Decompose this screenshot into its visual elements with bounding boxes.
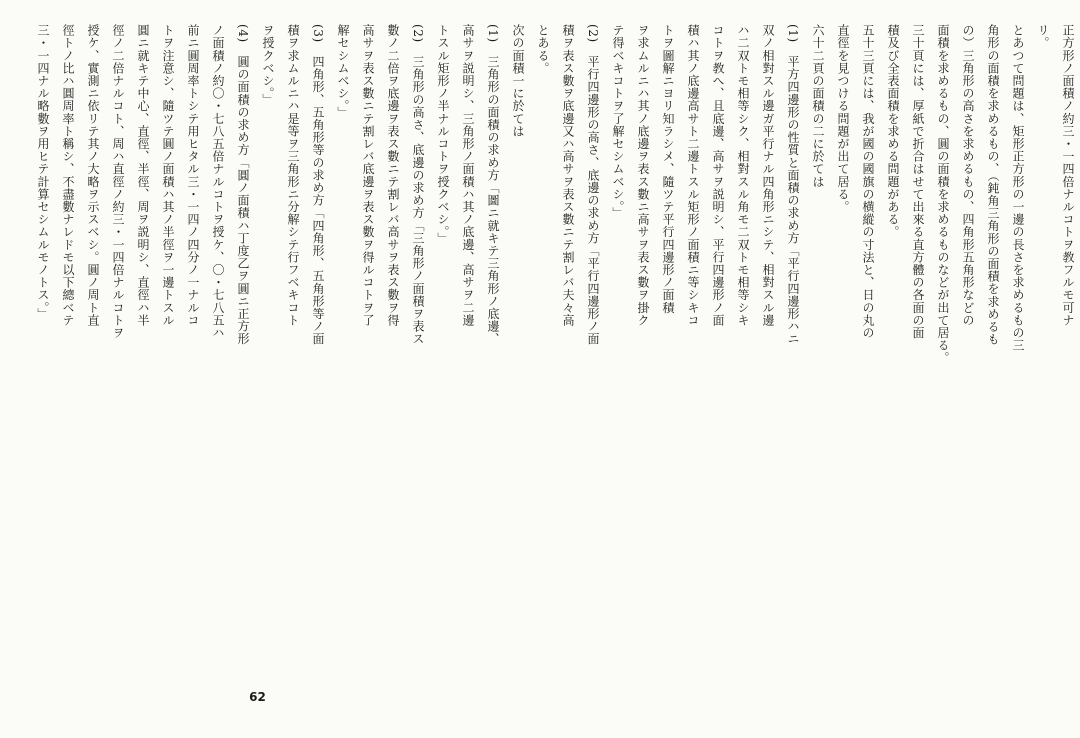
text-line: 三・一四ナル略數ヲ用ヒテ計算セシムルモノトス。」 xyxy=(36,24,50,321)
text-line: 次の面積一に於ては xyxy=(511,24,525,138)
text-line: トヲ注意シ、隨ツテ圓ノ面積ハ其ノ半徑ヲ一邊トスル xyxy=(161,24,175,327)
text-line: 數ノ二倍ヲ底邊ヲ表ス數ニテ割レバ高サヲ表ス數ヲ得 xyxy=(386,24,400,327)
text-line: 三十頁には、厚紙で折合はせて出來る直方體の各面の面 xyxy=(911,24,925,339)
text-line: とあつて問題は、矩形正方形の一邊の長さを求めるもの三 xyxy=(1011,24,1025,352)
text-line: 六十二頁の面積の二に於ては xyxy=(811,24,825,188)
text-line: トスル矩形ノ半ナルコトヲ授クベシ。」 xyxy=(436,24,450,245)
text-line: とある。 xyxy=(536,24,550,75)
text-line: (1) 平方四邊形の性質と面積の求め方「平行四邊形ハニ xyxy=(786,24,800,346)
text-line: 授ケ、實測ニ依リテ其ノ大略ヲ示スベシ。圓ノ周ト直 xyxy=(86,24,100,327)
page-body xyxy=(30,24,1075,674)
text-line: 高サヲ表ス數ニテ割レバ底邊ヲ表ス數ヲ得ルコトヲ了 xyxy=(361,24,375,327)
text-line: (2) 三角形の高さ、底邊の求め方「三角形ノ面積ヲ表ス xyxy=(411,24,425,346)
text-line: 角形の面積を求めるもの、（鈍角三角形の面積を求めるも xyxy=(986,24,1000,346)
text-line: ノ面積ノ約〇・七八五倍ナルコトヲ授ケ、〇・七八五ハ xyxy=(211,24,225,339)
text-line: 圓ニ就キテ中心、直徑、半徑、周ヲ説明シ、直徑ハ半 xyxy=(136,24,150,327)
text-line: 積ハ其ノ底邊高サト二邊トスル矩形ノ面積ニ等シキコ xyxy=(686,24,700,327)
text-line: 徑トノ比ハ圓周率ト稱シ、不盡數ナレドモ以下總ベテ xyxy=(61,24,75,327)
text-line: (4) 圓の面積の求め方「圓ノ面積ハ丁度乙ヲ圓ニ正方形 xyxy=(236,24,250,346)
text-line: 徑ノ二倍ナルコト、周ハ直徑ノ約三・一四倍ナルコトヲ xyxy=(111,24,125,339)
text-line: コトヲ教へ、且底邊、高サヲ説明シ、平行四邊形ノ面 xyxy=(711,24,725,327)
text-line: ハ二双トモ相等シク、相對スル角モ二双トモ相等シキ xyxy=(736,24,750,327)
text-line: 解セシムベシ。」 xyxy=(336,24,350,119)
text-line: の）三角形の高さを求めるもの、四角形五角形などの xyxy=(961,24,975,327)
text-line: 積及び全表面積を求める問題がある。 xyxy=(886,24,900,239)
text-line: 面積を求めるもの、圓の面積を求めるものなどが出て居る。 xyxy=(936,24,950,365)
text-line: (1) 三角形の面積の求め方「圖ニ就キテ三角形ノ底邊、 xyxy=(486,24,500,346)
text-line: 積ヲ表ス數ヲ底邊又ハ高サヲ表ス數ニテ割レバ夫々高 xyxy=(561,24,575,327)
vertical-text-block xyxy=(30,24,1080,674)
text-line: リ。 xyxy=(1036,24,1050,50)
text-line: トヲ圖解ニヨリ知ラシメ、隨ツテ平行四邊形ノ面積 xyxy=(661,24,675,314)
text-line: 双ノ相對スル邊ガ平行ナル四角形ニシテ、相對スル邊 xyxy=(761,24,775,327)
page-number: 62 xyxy=(249,690,266,704)
text-line: 高サヲ説明シ、三角形ノ面積ハ其ノ底邊、高サヲ二邊 xyxy=(461,24,475,327)
text-line: 積ヲ求ムルニハ是等ヲ三角形ニ分解シテ行フベキコト xyxy=(286,24,300,327)
text-line: (2) 平行四邊形の高さ、底邊の求め方「平行四邊形ノ面 xyxy=(586,24,600,346)
text-line: ヲ求ムルニハ其ノ底邊ヲ表ス數ニ高サヲ表ス數ヲ掛ク xyxy=(636,24,650,327)
text-line: ヲ授クベシ。」 xyxy=(261,24,275,107)
text-line: 五十三頁には、我が國の國旗の横縱の寸法と、日の丸の xyxy=(861,24,875,339)
text-line: 直徑を見つける問題が出て居る。 xyxy=(836,24,850,213)
text-line: テ得ベキコトヲ了解セシムベシ。」 xyxy=(611,24,625,220)
text-line: (3) 四角形、五角形等の求め方「四角形、五角形等ノ面 xyxy=(311,24,325,346)
text-line: 正方形ノ面積ノ約三・一四倍ナルコトヲ教フルモ可ナ xyxy=(1061,24,1075,327)
text-line: 前ニ圓周率トシテ用ヒタル三・一四ノ四分ノ一ナルコ xyxy=(186,24,200,327)
